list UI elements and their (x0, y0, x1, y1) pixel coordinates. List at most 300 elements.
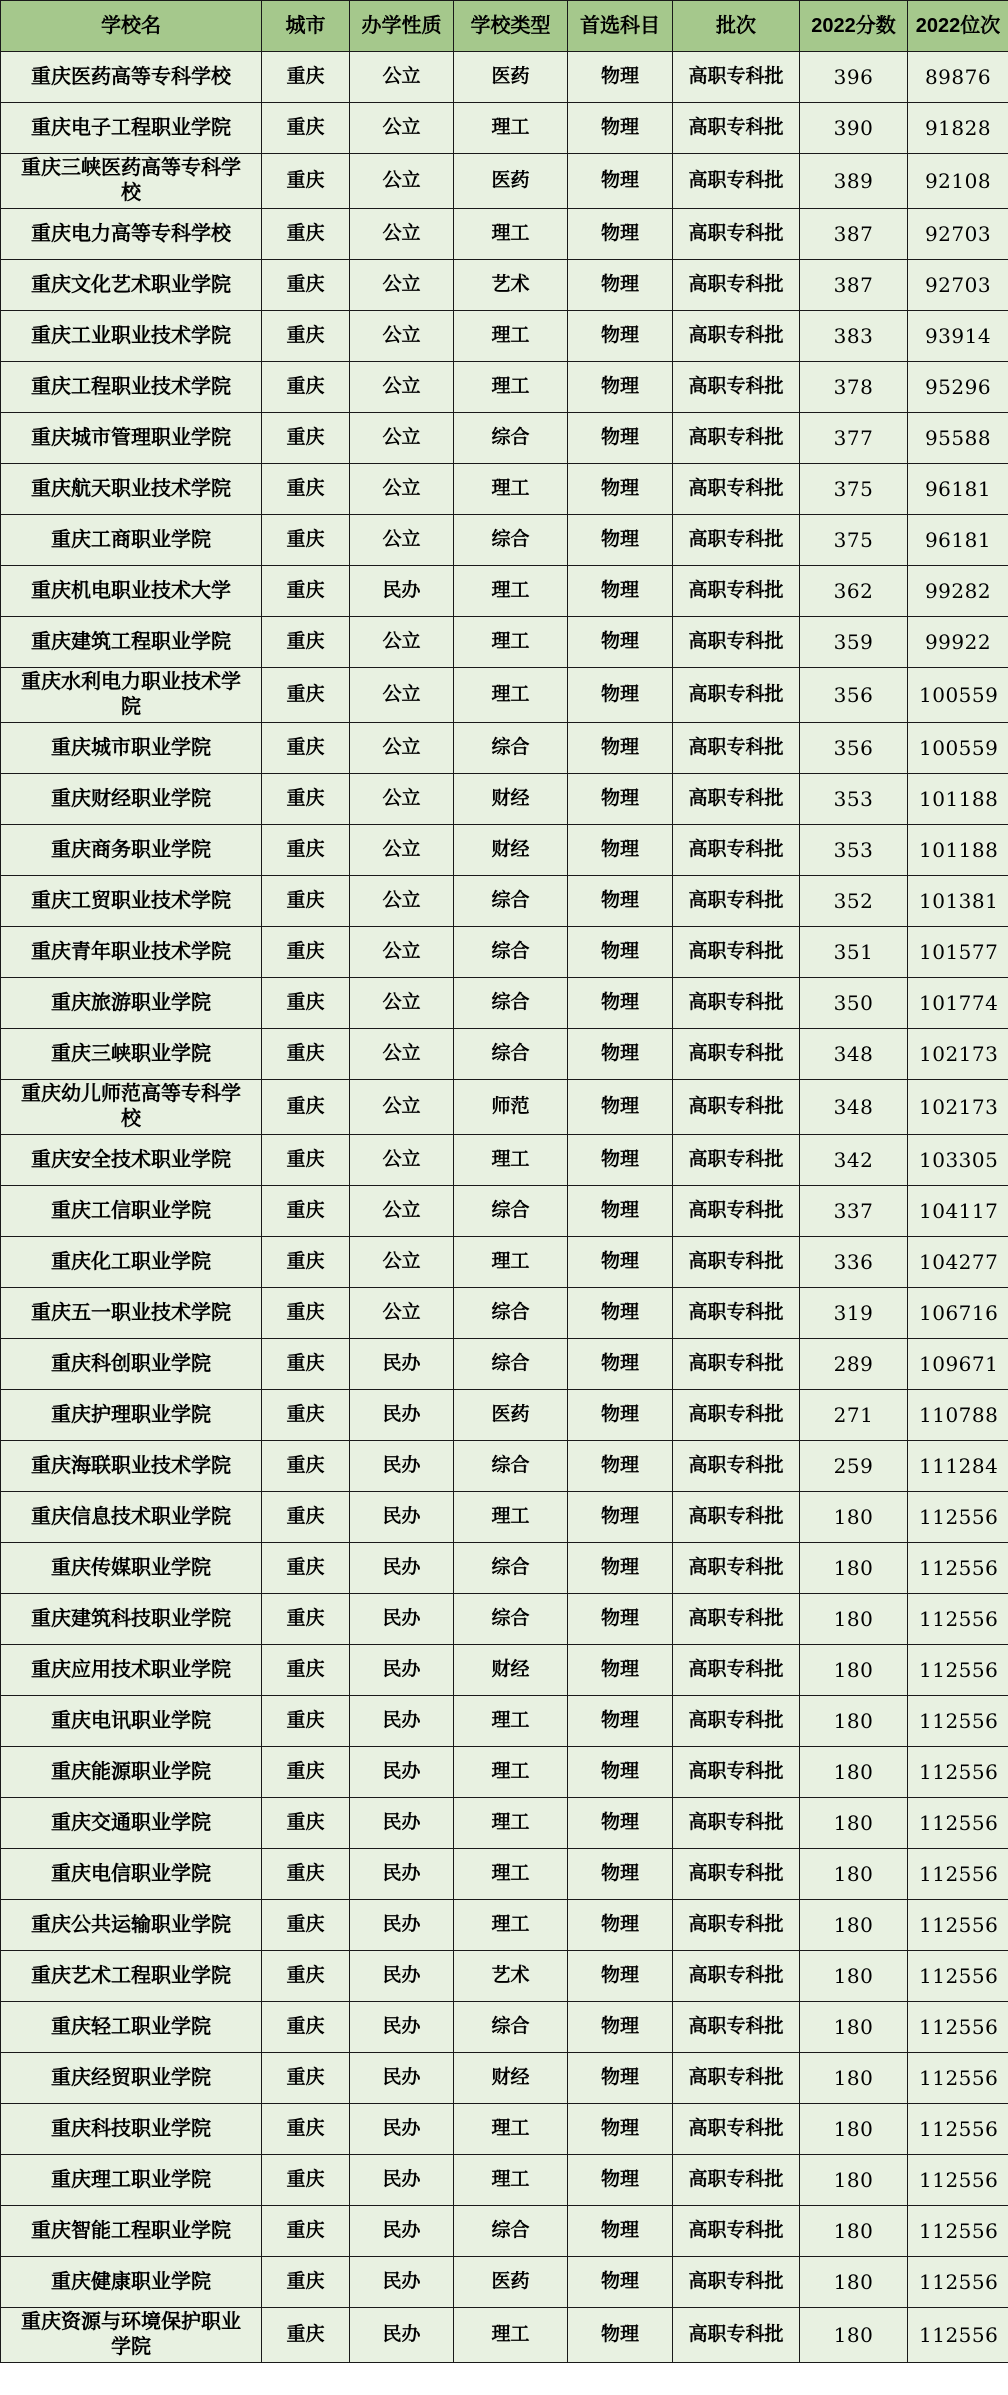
cell-ownership: 公立 (350, 927, 454, 978)
cell-school-type: 理工 (454, 1237, 568, 1288)
cell-batch: 高职专科批 (673, 1645, 800, 1696)
cell-city: 重庆 (262, 1237, 350, 1288)
cell-score-2022: 362 (800, 566, 908, 617)
col-header-rank-2022: 2022位次 (908, 1, 1008, 52)
cell-batch: 高职专科批 (673, 1186, 800, 1237)
cell-first-subject: 物理 (568, 1594, 673, 1645)
cell-ownership: 公立 (350, 825, 454, 876)
cell-school-type: 综合 (454, 927, 568, 978)
cell-first-subject: 物理 (568, 1186, 673, 1237)
cell-batch: 高职专科批 (673, 2053, 800, 2104)
cell-batch: 高职专科批 (673, 1696, 800, 1747)
cell-rank-2022: 102173 (908, 1080, 1008, 1135)
cell-city: 重庆 (262, 362, 350, 413)
cell-batch: 高职专科批 (673, 1798, 800, 1849)
table-row (1, 1900, 1008, 1951)
cell-city: 重庆 (262, 1849, 350, 1900)
cell-batch: 高职专科批 (673, 774, 800, 825)
cell-first-subject: 物理 (568, 1849, 673, 1900)
cell-score-2022: 396 (800, 52, 908, 103)
cell-school-type: 综合 (454, 1543, 568, 1594)
cell-first-subject: 物理 (568, 978, 673, 1029)
cell-batch: 高职专科批 (673, 362, 800, 413)
cell-rank-2022: 112556 (908, 2002, 1008, 2053)
cell-school-name: 重庆健康职业学院 (1, 2257, 262, 2308)
col-header-score-2022: 2022分数 (800, 1, 908, 52)
table-row (1, 209, 1008, 260)
cell-score-2022: 180 (800, 2053, 908, 2104)
cell-school-name: 重庆应用技术职业学院 (1, 1645, 262, 1696)
cell-batch: 高职专科批 (673, 154, 800, 209)
cell-school-name: 重庆财经职业学院 (1, 774, 262, 825)
cell-score-2022: 180 (800, 2257, 908, 2308)
cell-batch: 高职专科批 (673, 825, 800, 876)
cell-first-subject: 物理 (568, 52, 673, 103)
cell-ownership: 民办 (350, 1441, 454, 1492)
cell-ownership: 民办 (350, 1645, 454, 1696)
cell-school-type: 理工 (454, 617, 568, 668)
cell-city: 重庆 (262, 103, 350, 154)
table-row (1, 668, 1008, 723)
cell-school-name: 重庆水利电力职业技术学院 (1, 668, 262, 723)
cell-rank-2022: 89876 (908, 52, 1008, 103)
cell-school-name: 重庆公共运输职业学院 (1, 1900, 262, 1951)
cell-score-2022: 180 (800, 1849, 908, 1900)
table-row (1, 1237, 1008, 1288)
cell-school-type: 理工 (454, 209, 568, 260)
col-header-school-type: 学校类型 (454, 1, 568, 52)
cell-rank-2022: 106716 (908, 1288, 1008, 1339)
cell-school-name: 重庆医药高等专科学校 (1, 52, 262, 103)
cell-ownership: 公立 (350, 1080, 454, 1135)
cell-rank-2022: 112556 (908, 1747, 1008, 1798)
table-row (1, 2053, 1008, 2104)
cell-city: 重庆 (262, 52, 350, 103)
cell-batch: 高职专科批 (673, 2155, 800, 2206)
cell-city: 重庆 (262, 1339, 350, 1390)
cell-batch: 高职专科批 (673, 260, 800, 311)
table-row (1, 52, 1008, 103)
cell-first-subject: 物理 (568, 515, 673, 566)
cell-ownership: 公立 (350, 311, 454, 362)
cell-score-2022: 348 (800, 1080, 908, 1135)
cell-batch: 高职专科批 (673, 311, 800, 362)
cell-batch: 高职专科批 (673, 566, 800, 617)
cell-score-2022: 319 (800, 1288, 908, 1339)
cell-city: 重庆 (262, 1696, 350, 1747)
cell-school-name: 重庆工程职业技术学院 (1, 362, 262, 413)
cell-score-2022: 356 (800, 668, 908, 723)
cell-city: 重庆 (262, 154, 350, 209)
cell-school-type: 理工 (454, 1747, 568, 1798)
cell-school-name: 重庆建筑科技职业学院 (1, 1594, 262, 1645)
cell-school-type: 理工 (454, 362, 568, 413)
cell-school-type: 财经 (454, 1645, 568, 1696)
cell-first-subject: 物理 (568, 774, 673, 825)
cell-score-2022: 180 (800, 1696, 908, 1747)
cell-school-name: 重庆工信职业学院 (1, 1186, 262, 1237)
cell-school-name: 重庆科技职业学院 (1, 2104, 262, 2155)
cell-school-type: 综合 (454, 1339, 568, 1390)
header-row (1, 1, 1008, 52)
cell-score-2022: 375 (800, 515, 908, 566)
cell-ownership: 公立 (350, 668, 454, 723)
cell-school-name: 重庆三峡职业学院 (1, 1029, 262, 1080)
cell-first-subject: 物理 (568, 1029, 673, 1080)
cell-score-2022: 180 (800, 2308, 908, 2363)
cell-school-name: 重庆电力高等专科学校 (1, 209, 262, 260)
cell-city: 重庆 (262, 978, 350, 1029)
cell-batch: 高职专科批 (673, 1441, 800, 1492)
cell-rank-2022: 101577 (908, 927, 1008, 978)
table-header (1, 1, 1008, 52)
cell-ownership: 公立 (350, 515, 454, 566)
cell-batch: 高职专科批 (673, 2308, 800, 2363)
cell-school-name: 重庆建筑工程职业学院 (1, 617, 262, 668)
cell-ownership: 民办 (350, 2002, 454, 2053)
table-row (1, 2002, 1008, 2053)
cell-school-name: 重庆旅游职业学院 (1, 978, 262, 1029)
cell-school-type: 综合 (454, 1029, 568, 1080)
cell-rank-2022: 103305 (908, 1135, 1008, 1186)
cell-school-name: 重庆商务职业学院 (1, 825, 262, 876)
cell-rank-2022: 112556 (908, 2155, 1008, 2206)
table-row (1, 515, 1008, 566)
cell-school-type: 综合 (454, 2206, 568, 2257)
table-row (1, 1135, 1008, 1186)
cell-rank-2022: 112556 (908, 1492, 1008, 1543)
cell-school-type: 综合 (454, 1441, 568, 1492)
cell-score-2022: 337 (800, 1186, 908, 1237)
cell-school-type: 理工 (454, 1900, 568, 1951)
cell-ownership: 民办 (350, 2053, 454, 2104)
cell-rank-2022: 96181 (908, 515, 1008, 566)
cell-rank-2022: 95588 (908, 413, 1008, 464)
cell-batch: 高职专科批 (673, 1080, 800, 1135)
cell-batch: 高职专科批 (673, 1543, 800, 1594)
cell-first-subject: 物理 (568, 2308, 673, 2363)
table-row (1, 2104, 1008, 2155)
cell-first-subject: 物理 (568, 825, 673, 876)
cell-score-2022: 180 (800, 2002, 908, 2053)
cell-school-type: 综合 (454, 978, 568, 1029)
cell-first-subject: 物理 (568, 617, 673, 668)
cell-school-type: 理工 (454, 464, 568, 515)
cell-first-subject: 物理 (568, 876, 673, 927)
table-row (1, 1339, 1008, 1390)
cell-city: 重庆 (262, 515, 350, 566)
cell-batch: 高职专科批 (673, 1900, 800, 1951)
cell-ownership: 公立 (350, 1029, 454, 1080)
cell-score-2022: 271 (800, 1390, 908, 1441)
cell-ownership: 公立 (350, 723, 454, 774)
cell-batch: 高职专科批 (673, 2104, 800, 2155)
cell-rank-2022: 110788 (908, 1390, 1008, 1441)
cell-rank-2022: 104277 (908, 1237, 1008, 1288)
table-row (1, 1747, 1008, 1798)
cell-city: 重庆 (262, 413, 350, 464)
table-row (1, 311, 1008, 362)
cell-batch: 高职专科批 (673, 1594, 800, 1645)
cell-rank-2022: 112556 (908, 1951, 1008, 2002)
cell-score-2022: 180 (800, 1645, 908, 1696)
cell-school-type: 综合 (454, 1288, 568, 1339)
table-row (1, 927, 1008, 978)
cell-school-name: 重庆资源与环境保护职业学院 (1, 2308, 262, 2363)
table-row (1, 1288, 1008, 1339)
cell-first-subject: 物理 (568, 927, 673, 978)
cell-school-type: 艺术 (454, 1951, 568, 2002)
cell-rank-2022: 112556 (908, 1645, 1008, 1696)
cell-score-2022: 180 (800, 2206, 908, 2257)
cell-first-subject: 物理 (568, 2002, 673, 2053)
cell-school-name: 重庆工商职业学院 (1, 515, 262, 566)
cell-school-type: 综合 (454, 413, 568, 464)
cell-school-name: 重庆工业职业技术学院 (1, 311, 262, 362)
cell-school-type: 理工 (454, 1492, 568, 1543)
cell-batch: 高职专科批 (673, 1492, 800, 1543)
cell-first-subject: 物理 (568, 668, 673, 723)
cell-school-type: 理工 (454, 103, 568, 154)
cell-rank-2022: 112556 (908, 2206, 1008, 2257)
cell-rank-2022: 92703 (908, 260, 1008, 311)
cell-batch: 高职专科批 (673, 515, 800, 566)
cell-first-subject: 物理 (568, 311, 673, 362)
cell-school-name: 重庆文化艺术职业学院 (1, 260, 262, 311)
cell-rank-2022: 101188 (908, 825, 1008, 876)
cell-ownership: 民办 (350, 1594, 454, 1645)
cell-batch: 高职专科批 (673, 978, 800, 1029)
table-row (1, 1029, 1008, 1080)
cell-rank-2022: 96181 (908, 464, 1008, 515)
cell-city: 重庆 (262, 1441, 350, 1492)
cell-city: 重庆 (262, 1390, 350, 1441)
cell-ownership: 公立 (350, 876, 454, 927)
cell-ownership: 公立 (350, 362, 454, 413)
cell-ownership: 公立 (350, 1237, 454, 1288)
cell-school-type: 理工 (454, 2104, 568, 2155)
cell-first-subject: 物理 (568, 154, 673, 209)
cell-school-name: 重庆电子工程职业学院 (1, 103, 262, 154)
cell-school-type: 理工 (454, 2155, 568, 2206)
cell-city: 重庆 (262, 2104, 350, 2155)
cell-city: 重庆 (262, 209, 350, 260)
cell-first-subject: 物理 (568, 2257, 673, 2308)
cell-first-subject: 物理 (568, 1492, 673, 1543)
table-row (1, 1951, 1008, 2002)
cell-school-name: 重庆化工职业学院 (1, 1237, 262, 1288)
cell-rank-2022: 112556 (908, 2053, 1008, 2104)
cell-city: 重庆 (262, 2053, 350, 2104)
table-row (1, 103, 1008, 154)
cell-batch: 高职专科批 (673, 1237, 800, 1288)
cell-score-2022: 383 (800, 311, 908, 362)
cell-school-name: 重庆护理职业学院 (1, 1390, 262, 1441)
cell-score-2022: 180 (800, 1492, 908, 1543)
cell-score-2022: 180 (800, 1798, 908, 1849)
table-row (1, 1543, 1008, 1594)
cell-rank-2022: 112556 (908, 2104, 1008, 2155)
cell-city: 重庆 (262, 2308, 350, 2363)
cell-first-subject: 物理 (568, 723, 673, 774)
cell-first-subject: 物理 (568, 2155, 673, 2206)
cell-city: 重庆 (262, 617, 350, 668)
cell-school-name: 重庆交通职业学院 (1, 1798, 262, 1849)
cell-city: 重庆 (262, 464, 350, 515)
table-row (1, 617, 1008, 668)
cell-first-subject: 物理 (568, 2053, 673, 2104)
cell-score-2022: 356 (800, 723, 908, 774)
cell-rank-2022: 95296 (908, 362, 1008, 413)
table-row (1, 1645, 1008, 1696)
table-row (1, 1696, 1008, 1747)
cell-school-name: 重庆智能工程职业学院 (1, 2206, 262, 2257)
cell-school-type: 医药 (454, 2257, 568, 2308)
cell-batch: 高职专科批 (673, 1747, 800, 1798)
cell-first-subject: 物理 (568, 1645, 673, 1696)
table-row (1, 1080, 1008, 1135)
cell-school-name: 重庆能源职业学院 (1, 1747, 262, 1798)
cell-batch: 高职专科批 (673, 1135, 800, 1186)
cell-ownership: 公立 (350, 1186, 454, 1237)
cell-batch: 高职专科批 (673, 103, 800, 154)
cell-school-type: 理工 (454, 1135, 568, 1186)
cell-batch: 高职专科批 (673, 876, 800, 927)
cell-first-subject: 物理 (568, 1951, 673, 2002)
cell-batch: 高职专科批 (673, 617, 800, 668)
cell-school-type: 艺术 (454, 260, 568, 311)
cell-city: 重庆 (262, 1798, 350, 1849)
cell-school-name: 重庆航天职业技术学院 (1, 464, 262, 515)
cell-batch: 高职专科批 (673, 1390, 800, 1441)
cell-city: 重庆 (262, 1135, 350, 1186)
cell-batch: 高职专科批 (673, 1951, 800, 2002)
cell-score-2022: 353 (800, 825, 908, 876)
cell-batch: 高职专科批 (673, 464, 800, 515)
cell-rank-2022: 99282 (908, 566, 1008, 617)
cell-batch: 高职专科批 (673, 2206, 800, 2257)
cell-city: 重庆 (262, 927, 350, 978)
cell-batch: 高职专科批 (673, 668, 800, 723)
cell-score-2022: 180 (800, 1747, 908, 1798)
cell-school-name: 重庆传媒职业学院 (1, 1543, 262, 1594)
cell-school-type: 医药 (454, 154, 568, 209)
cell-score-2022: 180 (800, 1951, 908, 2002)
cell-city: 重庆 (262, 1186, 350, 1237)
cell-score-2022: 390 (800, 103, 908, 154)
cell-ownership: 民办 (350, 2257, 454, 2308)
cell-school-name: 重庆轻工职业学院 (1, 2002, 262, 2053)
cell-school-type: 综合 (454, 1186, 568, 1237)
cell-ownership: 民办 (350, 2104, 454, 2155)
cell-score-2022: 351 (800, 927, 908, 978)
cell-ownership: 公立 (350, 103, 454, 154)
cell-city: 重庆 (262, 1029, 350, 1080)
cell-rank-2022: 101774 (908, 978, 1008, 1029)
cell-city: 重庆 (262, 723, 350, 774)
cell-rank-2022: 112556 (908, 1798, 1008, 1849)
cell-score-2022: 359 (800, 617, 908, 668)
cell-batch: 高职专科批 (673, 2002, 800, 2053)
cell-score-2022: 387 (800, 260, 908, 311)
cell-city: 重庆 (262, 1492, 350, 1543)
cell-rank-2022: 112556 (908, 1543, 1008, 1594)
cell-school-name: 重庆五一职业技术学院 (1, 1288, 262, 1339)
cell-city: 重庆 (262, 774, 350, 825)
cell-batch: 高职专科批 (673, 723, 800, 774)
cell-school-type: 综合 (454, 1594, 568, 1645)
cell-school-name: 重庆工贸职业技术学院 (1, 876, 262, 927)
cell-score-2022: 350 (800, 978, 908, 1029)
cell-score-2022: 389 (800, 154, 908, 209)
cell-rank-2022: 112556 (908, 1849, 1008, 1900)
table-row (1, 413, 1008, 464)
table-row (1, 464, 1008, 515)
cell-score-2022: 342 (800, 1135, 908, 1186)
cell-city: 重庆 (262, 668, 350, 723)
cell-score-2022: 336 (800, 1237, 908, 1288)
cell-school-name: 重庆城市职业学院 (1, 723, 262, 774)
cell-score-2022: 353 (800, 774, 908, 825)
cell-rank-2022: 104117 (908, 1186, 1008, 1237)
cell-ownership: 公立 (350, 1135, 454, 1186)
cell-first-subject: 物理 (568, 464, 673, 515)
table-row (1, 2257, 1008, 2308)
cell-first-subject: 物理 (568, 1798, 673, 1849)
cell-city: 重庆 (262, 566, 350, 617)
cell-rank-2022: 112556 (908, 1594, 1008, 1645)
cell-ownership: 公立 (350, 978, 454, 1029)
cell-ownership: 民办 (350, 566, 454, 617)
cell-school-type: 理工 (454, 668, 568, 723)
cell-rank-2022: 91828 (908, 103, 1008, 154)
cell-ownership: 民办 (350, 1900, 454, 1951)
cell-score-2022: 352 (800, 876, 908, 927)
cell-batch: 高职专科批 (673, 1849, 800, 1900)
cell-school-type: 理工 (454, 2308, 568, 2363)
cell-first-subject: 物理 (568, 1237, 673, 1288)
col-header-city: 城市 (262, 1, 350, 52)
cell-city: 重庆 (262, 825, 350, 876)
cell-score-2022: 180 (800, 2155, 908, 2206)
table-row (1, 774, 1008, 825)
cell-rank-2022: 111284 (908, 1441, 1008, 1492)
cell-city: 重庆 (262, 1543, 350, 1594)
cell-rank-2022: 112556 (908, 2257, 1008, 2308)
cell-first-subject: 物理 (568, 1080, 673, 1135)
table-row (1, 1186, 1008, 1237)
cell-rank-2022: 99922 (908, 617, 1008, 668)
cell-ownership: 民办 (350, 1849, 454, 1900)
cell-city: 重庆 (262, 2155, 350, 2206)
cell-rank-2022: 109671 (908, 1339, 1008, 1390)
cell-batch: 高职专科批 (673, 1288, 800, 1339)
cell-school-type: 医药 (454, 1390, 568, 1441)
cell-first-subject: 物理 (568, 1543, 673, 1594)
cell-ownership: 公立 (350, 774, 454, 825)
cell-rank-2022: 112556 (908, 1900, 1008, 1951)
cell-city: 重庆 (262, 1288, 350, 1339)
cell-batch: 高职专科批 (673, 413, 800, 464)
cell-city: 重庆 (262, 311, 350, 362)
cell-school-type: 财经 (454, 2053, 568, 2104)
cell-school-type: 师范 (454, 1080, 568, 1135)
cell-batch: 高职专科批 (673, 1029, 800, 1080)
cell-ownership: 民办 (350, 1696, 454, 1747)
cell-city: 重庆 (262, 2002, 350, 2053)
cell-first-subject: 物理 (568, 103, 673, 154)
cell-school-type: 综合 (454, 876, 568, 927)
